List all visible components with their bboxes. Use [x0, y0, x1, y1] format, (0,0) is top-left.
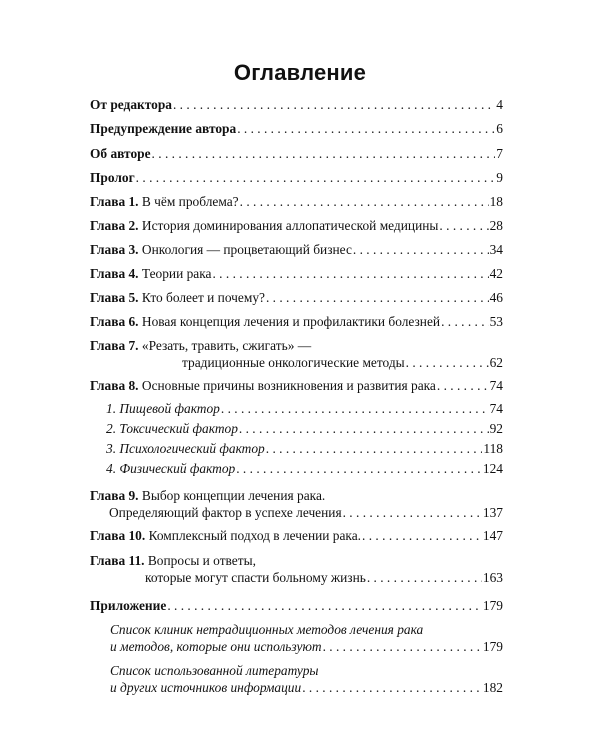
leader-dots	[236, 460, 482, 477]
chapter-title-continued: которые могут спасти больному жизнь	[145, 570, 366, 585]
chapter-title: Теории рака	[141, 266, 212, 281]
toc-entry-chapter-4[interactable]	[90, 265, 503, 282]
toc-page-number: 42	[489, 266, 503, 281]
toc-page-number: 28	[489, 218, 503, 233]
chapter-title: Основные причины возникновения и развития рака	[141, 378, 436, 393]
toc-entry-label: Предупреждение автора	[90, 121, 237, 136]
chapter-title: Кто болеет и почему?	[141, 290, 265, 305]
toc-entry-chapter-5[interactable]	[90, 289, 503, 306]
toc-entry-prologue[interactable]	[90, 169, 503, 186]
toc-entry-label: Приложение	[90, 598, 167, 613]
toc-subentry-label: 3. Психологический фактор	[106, 441, 265, 456]
leader-dots	[239, 420, 489, 437]
toc-page-number: 74	[489, 401, 503, 416]
toc-subentry-toxic-factor[interactable]	[106, 420, 503, 437]
toc-page-number: 137	[482, 505, 503, 520]
toc-page-number: 74	[489, 378, 503, 393]
toc-page-number: 53	[489, 314, 503, 329]
chapter-number: Глава 2.	[90, 218, 139, 233]
toc-page-number: 124	[482, 461, 503, 476]
leader-dots	[437, 377, 489, 394]
toc-entry-chapter-8[interactable]	[90, 377, 503, 394]
toc-entry-label: Пролог	[90, 170, 135, 185]
toc-entry-chapter-7[interactable]	[90, 337, 503, 371]
chapter-title: Выбор концепции лечения рака.	[141, 488, 326, 503]
chapter-title-continued: традиционные онкологические методы	[182, 355, 405, 370]
leader-dots	[266, 440, 483, 457]
toc-subentry-literature-list[interactable]	[110, 662, 503, 696]
toc-entry-chapter-6[interactable]	[90, 313, 503, 330]
toc-entry-appendix[interactable]	[90, 597, 503, 614]
leader-dots	[167, 597, 482, 614]
chapter-title: История доминирования аллопатической медицины	[141, 218, 439, 233]
toc-page-number: 182	[482, 680, 503, 695]
leader-dots	[323, 638, 482, 655]
leader-dots	[237, 120, 495, 137]
toc-entry-chapter-9[interactable]	[90, 487, 503, 521]
toc-subentry-label: 4. Физический фактор	[106, 461, 236, 476]
leader-dots	[173, 96, 495, 113]
chapter-number: Глава 11.	[90, 553, 145, 568]
toc-page-number: 9	[496, 170, 503, 185]
toc-entry-label: От редактора	[90, 97, 172, 112]
toc-subentry-psychological-factor[interactable]	[106, 440, 503, 457]
chapter-number: Глава 10.	[90, 528, 146, 543]
leader-dots	[152, 145, 496, 162]
chapter-title: Новая концепция лечения и профилактики болезней	[141, 314, 441, 329]
toc-page-number: 118	[483, 441, 503, 456]
chapter-number: Глава 1.	[90, 194, 139, 209]
toc-entry-editor[interactable]	[90, 96, 503, 113]
toc-subentry-clinics-list[interactable]	[110, 621, 503, 655]
leader-dots	[240, 193, 489, 210]
toc-page-number: 147	[482, 528, 503, 543]
leader-dots	[439, 217, 488, 234]
toc-page-number: 163	[482, 570, 503, 585]
leader-dots	[221, 400, 489, 417]
toc-subentry-label: Список клиник нетрадиционных методов лечения рака	[110, 622, 424, 637]
chapter-title: Вопросы и ответы,	[147, 553, 256, 568]
toc-page-number: 34	[489, 242, 503, 257]
leader-dots	[136, 169, 496, 186]
chapter-title-continued: Определяющий фактор в успехе лечения	[109, 505, 342, 520]
chapter-number: Глава 8.	[90, 378, 139, 393]
toc-entry-chapter-1[interactable]	[90, 193, 503, 210]
toc-page-number: 6	[496, 121, 503, 136]
toc-page-number: 18	[489, 194, 503, 209]
table-of-contents	[90, 0, 503, 750]
toc-page-number: 179	[482, 639, 503, 654]
toc-subentry-physical-factor[interactable]	[106, 460, 503, 477]
chapter-title: «Резать, травить, сжигать» —	[141, 338, 312, 353]
leader-dots	[266, 289, 489, 306]
chapter-number: Глава 5.	[90, 290, 139, 305]
toc-subentry-label-continued: и других источников информации	[110, 680, 302, 695]
leader-dots	[362, 527, 482, 544]
toc-entry-chapter-11[interactable]	[90, 552, 503, 586]
leader-dots	[367, 569, 482, 586]
toc-subentry-label: 2. Токсический фактор	[106, 421, 238, 436]
toc-page-number: 46	[489, 290, 503, 305]
toc-entry-label: Об авторе	[90, 146, 151, 161]
leader-dots	[353, 241, 489, 258]
toc-entry-about-author[interactable]	[90, 145, 503, 162]
toc-entry-chapter-3[interactable]	[90, 241, 503, 258]
toc-entry-author-warning[interactable]	[90, 120, 503, 137]
toc-subentry-food-factor[interactable]	[106, 400, 503, 417]
toc-subentry-label-continued: и методов, которые они используют	[110, 639, 322, 654]
leader-dots	[406, 354, 489, 371]
toc-page-number: 92	[489, 421, 503, 436]
chapter-title: Онкология — процветающий бизнес	[141, 242, 352, 257]
leader-dots	[302, 679, 482, 696]
toc-page-number: 62	[489, 355, 503, 370]
leader-dots	[343, 504, 482, 521]
chapter-title: В чём проблема?	[141, 194, 239, 209]
toc-page-number: 179	[482, 598, 503, 613]
toc-subentry-label: Список использованной литературы	[110, 663, 319, 678]
toc-subentry-label: 1. Пищевой фактор	[106, 401, 220, 416]
toc-entry-chapter-10[interactable]	[90, 527, 503, 544]
chapter-title: Комплексный подход в лечении рака.	[148, 528, 362, 543]
page-title: Оглавление	[233, 60, 367, 85]
toc-page-number: 4	[496, 97, 503, 112]
chapter-number: Глава 4.	[90, 266, 139, 281]
chapter-number: Глава 6.	[90, 314, 139, 329]
toc-page-number: 7	[496, 146, 503, 161]
leader-dots	[441, 313, 489, 330]
chapter-number: Глава 3.	[90, 242, 139, 257]
leader-dots	[212, 265, 488, 282]
chapter-number: Глава 9.	[90, 488, 139, 503]
toc-entry-chapter-2[interactable]	[90, 217, 503, 234]
chapter-number: Глава 7.	[90, 338, 139, 353]
